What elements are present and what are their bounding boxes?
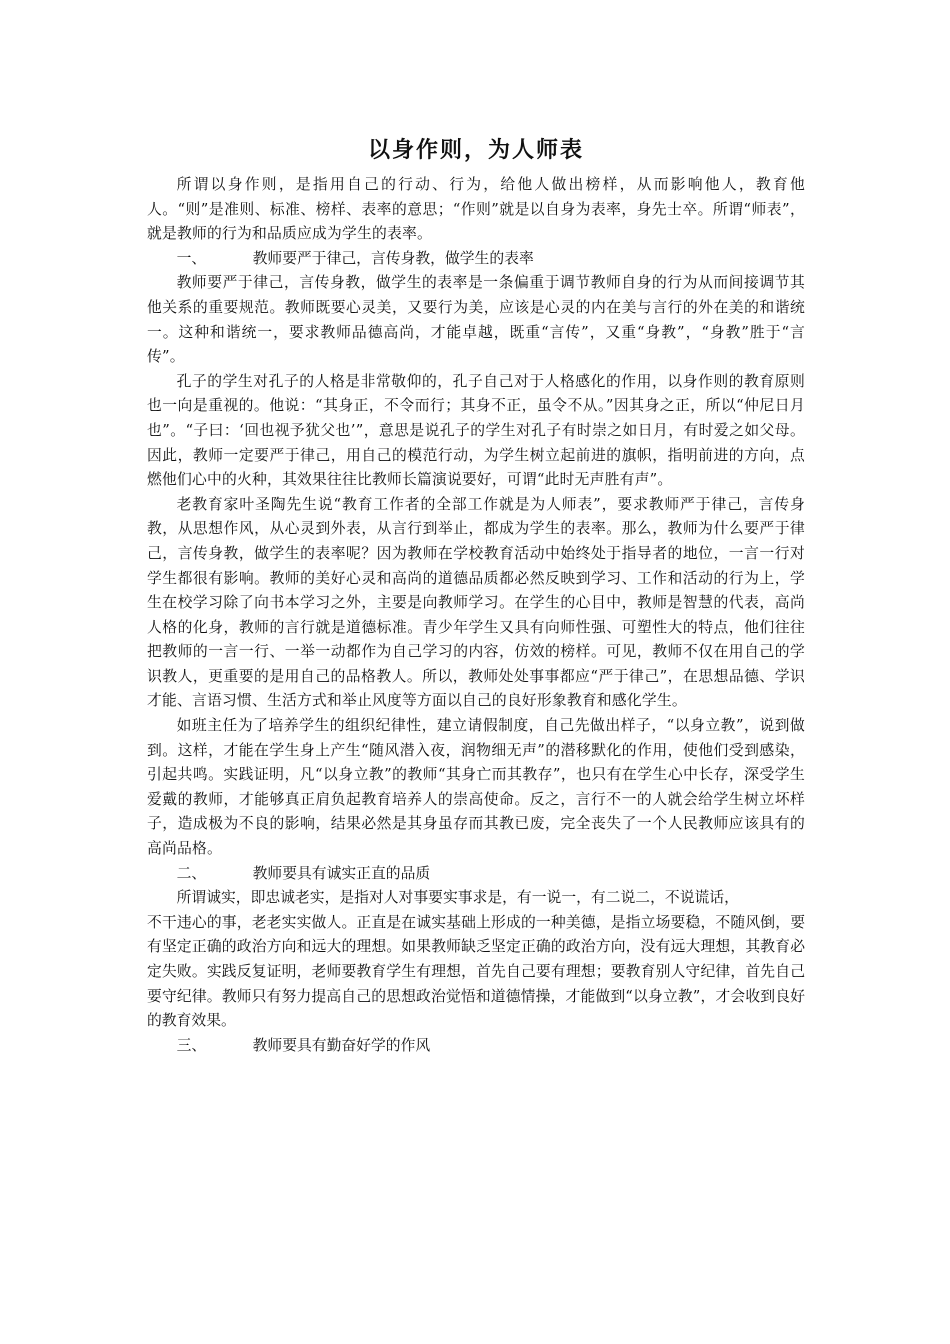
section-1-paragraph-4: 如班主任为了培养学生的组织纪律性，建立请假制度，自己先做出样子，“以身立教”，说到做到。这样，才能在学生身上产生“随风潜入夜，润物细无声”的潜移默化的作用，使他们受到感染，引起共鸣。实践证明，凡“以身立教”的教师“其身亡而其教存”，也只有在学生心中长存，深受学生爱戴的教师，才能够真正肩负起教育培养人的崇高使命。反之，言行不一的人就会给学生树立坏样子，造成极为不良的影响，结果必然是其身虽存而其教已废，完全丧失了一个人民教师应该具有的高尚品格。 (147, 717, 805, 858)
document-page (147, 130, 805, 1058)
section-3-title: 教师要具有勤奋好学的作风 (252, 1036, 431, 1054)
section-1-number: 一、 (176, 249, 207, 267)
section-2-first-line: 所谓诚实，即忠诚老实，是指对人对事要实事求是，有一说一，有二说二，不说谎话， (176, 889, 739, 907)
section-1-heading (147, 247, 805, 272)
section-2-title: 教师要具有诚实正直的品质 (252, 864, 431, 882)
section-2-paragraph: 不干违心的事，老老实实做人。正直是在诚实基础上形成的一种美德，是指立场要稳，不随风倒，要有坚定正确的政治方向和远大的理想。如果教师缺乏坚定正确的政治方向，没有远大理想，其教育必定失败。实践反复证明，老师要教育学生有理想，首先自己要有理想；要教育别人守纪律，首先自己要守纪律。教师只有努力提高自己的思想政治觉悟和道德情操，才能做到“以身立教”，才会收到良好的教育效果。 (147, 913, 805, 1030)
section-1-paragraph-2: 孔子的学生对孔子的人格是非常敬仰的，孔子自己对于人格感化的作用，以身作则的教育原则也一向是重视的。他说：“其身正，不令而行；其身不正，虽令不从。”因其身之正，所以“仲尼日月也”。“子曰：‘回也视予犹父也’”，意思是说孔子的学生对孔子有时崇之如日月，有时爱之如父母。因此，教师一定要严于律己，用自己的模范行动，为学生树立起前进的旗帜，指明前进的方向，点燃他们心中的火种，其效果往往比教师长篇演说要好，可谓“此时无声胜有声”。 (147, 372, 805, 489)
document-title: 以身作则，为人师表 (367, 137, 584, 163)
intro-paragraph: 所谓以身作则，是指用自己的行动、行为，给他人做出榜样，从而影响他人，教育他人。“则”是准则、标准、榜样、表率的意思；“作则”就是以自身为表率，身先士卒。所谓“师表”，就是教师的行为和品质应成为学生的表率。 (147, 176, 805, 243)
section-1-paragraph-1: 教师要严于律己，言传身教，做学生的表率是一条偏重于调节教师自身的行为从而间接调节其他关系的重要规范。教师既要心灵美，又要行为美，应该是心灵的内在美与言行的外在美的和谐统一。这种和谐统一，要求教师品德高尚，才能卓越，既重“言传”，又重“身教”，“身教”胜于“言传”。 (147, 274, 805, 366)
section-1-title: 教师要严于律己，言传身教，做学生的表率 (252, 249, 534, 267)
section-3-number: 三、 (176, 1036, 207, 1054)
section-2-number: 二、 (176, 864, 207, 882)
section-3-heading (147, 1034, 805, 1059)
section-2-heading (147, 862, 805, 887)
section-1-paragraph-3: 老教育家叶圣陶先生说“教育工作者的全部工作就是为人师表”，要求教师严于律己，言传身教，从思想作风，从心灵到外表，从言行到举止，都成为学生的表率。那么，教师为什么要严于律己，言传身教，做学生的表率呢？因为教师在学校教育活动中始终处于指导者的地位，一言一行对学生都很有影响。教师的美好心灵和高尚的道德品质都必然反映到学习、工作和活动的行为上，学生在校学习除了向书本学习之外，主要是向教师学习。在学生的心目中，教师是智慧的代表，高尚人格的化身，教师的言行就是道德标准。青少年学生又具有向师性强、可塑性大的特点，他们往往把教师的一言一行、一举一动都作为自己学习的内容，仿效的榜样。可见，教师不仅在用自己的学识教人，更重要的是用自己的品格教人。所以，教师处处事事都应“严于律己”，在思想品德、学识才能、言语习惯、生活方式和举止风度等方面以自己的良好形象教育和感化学生。 (147, 495, 805, 710)
